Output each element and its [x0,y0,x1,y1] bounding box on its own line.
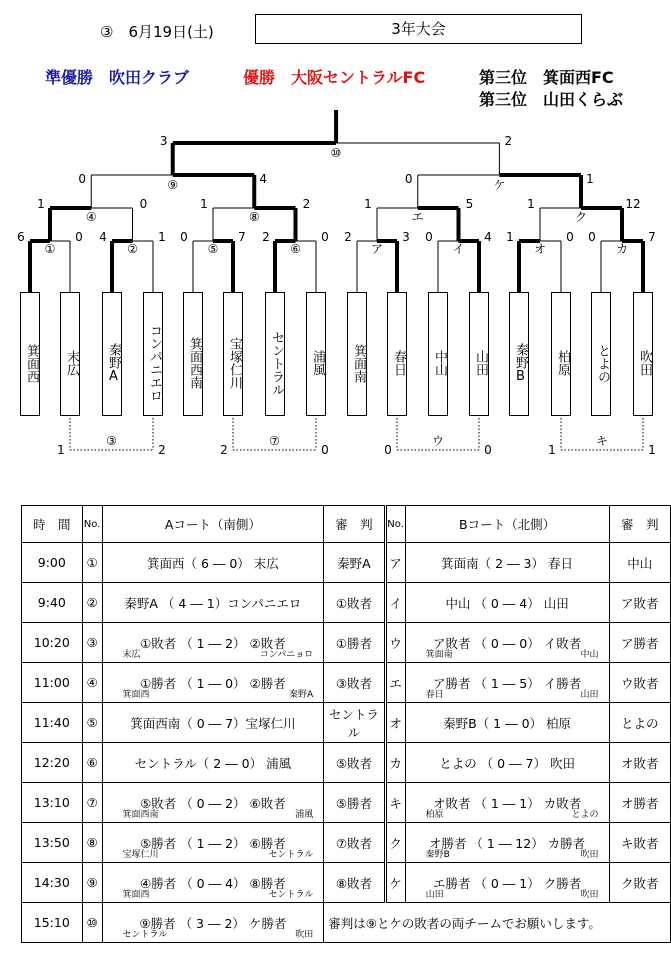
sub-team-right: とよの [571,810,599,820]
team-box [551,292,571,416]
team-name: 浦風 [310,350,325,376]
referee-b: ウ敗者 [621,675,659,691]
sub-team-right: 吹田 [580,890,599,900]
score-left: 0 [425,230,433,244]
match-no: ア [389,555,402,571]
referee-a: ⑧敗者 [335,875,373,891]
match-text: 箕面西（ 6 ― 0） 末広 [146,555,279,571]
sub-team-right: 吹田 [580,850,599,860]
team-box [306,292,326,416]
team-box [428,292,448,416]
score-left: 1 [37,197,45,211]
sub-team-right: セントラル [268,850,314,860]
score-right: 2 [504,134,513,148]
team-name: 吹田 [637,350,652,376]
sub-team-left: セントラル [122,930,168,940]
match-label: エ [411,210,424,224]
match-no: イ [389,595,402,611]
match-text: 箕面南（ 2 ― 3） 春日 [441,555,573,571]
winner-label: 優勝 大阪セントラルFC [243,68,426,87]
team-box [387,292,407,416]
sub-team-right: 浦風 [295,810,314,820]
score-left: 2 [262,230,270,244]
score-right: 4 [259,172,268,186]
match-no: ウ [389,635,402,651]
team-name: 山田 [473,350,488,376]
match-label: ② [127,242,138,256]
sub-team-right: コンパニョロ [259,650,314,660]
match-text: セントラル（ 2 ― 0） 浦風 [134,755,292,771]
team-box [265,292,285,416]
score-left: 0 [78,172,87,186]
schedule-row [22,743,671,783]
score-left: 0 [180,230,188,244]
time-cell: 9:40 [37,595,66,610]
match-text: ア勝者 （ 1 ― 5） イ勝者 [432,675,582,691]
match-label: ⑤ [207,242,219,256]
match-label: ⑧ [248,210,260,224]
match-text: ①勝者 （ 1 ― 0） ②勝者 [140,675,286,691]
score-left: 1 [364,197,372,211]
match-no: ① [86,555,98,570]
sub-team-left: 春日 [425,690,444,700]
match-label: ク [574,210,588,224]
team-box [60,292,80,416]
schedule-row [22,863,671,903]
sub-team-left: 宝塚仁川 [122,850,159,860]
match-no: ク [389,835,402,851]
team-name: 末広 [64,350,79,376]
header-time: 時 間 [22,506,83,543]
match-label: ⑥ [290,242,301,256]
match-no: カ [389,755,402,771]
match-label: ⑩ [330,146,342,160]
third-place-1: 第三位 箕面西FC [479,68,614,87]
team-name: 宝塚仁川 [227,337,242,389]
referee-note: 審判は⑨とケの敗者の両チームでお願いします。 [328,915,601,931]
score-right: 2 [158,443,166,457]
score-left: 2 [220,443,228,457]
schedule-row [22,823,671,863]
team-name: コンパニエロ [147,324,162,402]
match-no: オ [389,715,402,731]
sub-team-left: 箕面西 [122,690,150,700]
sub-team-right: 山田 [580,690,599,700]
event-title: 3年大会 [255,14,582,44]
time-cell: 12:20 [33,755,70,770]
header-no-b: No. [385,506,405,543]
match-no: ⑥ [86,755,98,770]
match-text: 秦野A （ 4 ― 1）コンパニエロ [124,595,302,611]
referee-b: キ敗者 [621,835,659,851]
referee-a: 秦野A [337,555,371,571]
team-box [469,292,489,416]
match-text: オ敗者 （ 1 ― 1） カ敗者 [432,795,582,811]
score-right: 0 [566,230,574,244]
sub-team-left: 箕面西南 [122,810,159,820]
team-name: 秦野B [513,342,528,384]
team-name: 箕面南 [351,343,366,383]
sub-team-right: セントラル [268,890,314,900]
match-no: ケ [389,875,402,891]
referee-a: ⑤勝者 [335,795,373,811]
third-place-2: 第三位 山田くらぶ [479,90,624,109]
sub-team-left: 秦野B [425,850,450,860]
time-cell: 11:40 [33,715,70,730]
schedule-row [22,623,671,663]
sub-team-right: 秦野A [289,690,314,700]
team-name: 柏原 [555,350,570,376]
referee-a: セントラル [328,706,379,740]
team-name: 春日 [391,350,406,376]
schedule-row [22,783,671,823]
time-cell: 13:10 [33,795,70,810]
match-no: ⑧ [86,835,98,850]
match-no: ③ [86,635,98,650]
score-left: 3 [159,134,168,148]
tournament-date: ③ 6月19日(土) [100,23,214,41]
match-text: オ勝者 （ 1 ― 12） カ勝者 [428,835,586,851]
match-no: エ [389,675,402,691]
time-cell: 13:50 [33,835,70,850]
score-right: 4 [484,230,492,244]
score-right: 1 [648,443,656,457]
time-cell: 10:20 [33,635,70,650]
score-right: 3 [402,230,410,244]
team-box [509,292,529,416]
sub-team-left: 末広 [122,650,141,660]
score-left: 0 [588,230,596,244]
team-box [633,292,653,416]
schedule-row [22,583,671,623]
match-text: ア敗者 （ 0 ― 0） イ敗者 [432,635,582,651]
sub-team-right: 中山 [580,650,599,660]
match-text: 中山 （ 0 ― 4） 山田 [445,595,569,611]
team-box [102,292,122,416]
sub-team-left: 箕面西 [122,890,150,900]
team-name: 箕面西南 [187,337,202,389]
score-left: 1 [200,197,208,211]
time-cell: 15:10 [33,915,70,930]
referee-b: 中山 [627,555,653,571]
score-right: 2 [302,197,311,211]
match-text: 秦野B（ 1 ― 0） 柏原 [443,715,572,731]
score-right: 5 [465,197,474,211]
referee-a: ⑦敗者 [335,835,373,851]
referee-a: ①勝者 [335,635,373,651]
score-right: 0 [139,197,148,211]
time-cell: 9:00 [37,555,66,570]
score-left: 1 [57,443,65,457]
referee-b: オ勝者 [621,795,659,811]
match-label: ④ [85,210,97,224]
schedule-table [21,505,671,943]
score-right: 7 [648,230,656,244]
score-left: 0 [404,172,413,186]
match-label: オ [533,242,547,256]
time-cell: 11:00 [33,675,70,690]
header-ref-b: 審 判 [609,506,670,543]
match-no: キ [389,795,402,811]
match-label: ア [370,242,384,256]
score-right: 0 [321,443,329,457]
score-left: 2 [344,230,352,244]
match-label: イ [452,242,465,256]
score-left: 1 [527,197,535,211]
match-label: ウ [431,434,445,448]
match-no: ⑤ [86,715,98,730]
score-right: 0 [484,443,492,457]
team-box [183,292,203,416]
team-box [591,292,611,416]
match-text: ④勝者 （ 0 ― 4） ⑧勝者 [140,875,286,891]
match-text: ①敗者 （ 1 ― 2） ②敗者 [140,635,286,651]
match-label: ⑨ [167,178,179,192]
match-no: ⑦ [86,795,98,810]
schedule-row [22,663,671,703]
match-no: ⑩ [86,915,98,930]
header-court-b: Bコート（北側） [405,506,609,543]
score-left: 6 [17,230,25,244]
match-label: カ [615,242,629,256]
match-text: とよの （ 0 ― 7） 吹田 [439,755,575,771]
referee-b: ク敗者 [621,875,659,891]
sub-team-right: 吹田 [295,930,314,940]
score-left: 0 [384,443,392,457]
match-text: ⑨勝者 （ 3 ― 2） ケ勝者 [139,915,287,931]
sub-team-left: 柏原 [425,810,444,820]
runner-up-label: 準優勝 吹田クラブ [45,68,190,87]
score-right: 1 [158,230,166,244]
match-text: ⑤勝者 （ 1 ― 2） ⑥勝者 [140,835,286,851]
schedule-row [22,703,671,743]
match-no: ⑨ [86,875,98,890]
team-box [143,292,163,416]
referee-b: とよの [621,715,659,731]
header-court-a: Aコート（南側） [102,506,324,543]
match-label: キ [595,434,609,448]
score-left: 4 [99,230,107,244]
team-name: 中山 [432,350,447,376]
match-text: ⑤敗者 （ 0 ― 2） ⑥敗者 [140,795,286,811]
match-label: ケ [493,178,506,192]
team-box [223,292,243,416]
referee-a: ③敗者 [335,675,373,691]
match-text: エ勝者 （ 0 ― 1） ク勝者 [432,875,582,891]
team-name: セントラル [269,330,284,396]
match-label: ① [44,242,56,256]
match-text: 箕面西南（ 0 ― 7）宝塚仁川 [130,715,296,731]
score-right: 0 [75,230,83,244]
score-left: 1 [506,230,514,244]
team-name: とよの [595,343,610,383]
time-cell: 14:30 [33,875,70,890]
match-no: ② [86,595,98,610]
referee-a: ①敗者 [335,595,373,611]
referee-a: ⑤敗者 [335,755,373,771]
sub-team-left: 山田 [425,890,444,900]
match-label: ⑦ [269,434,280,448]
sub-team-left: 箕面南 [425,650,453,660]
score-right: 12 [625,197,641,211]
team-name: 秦野A [106,342,121,384]
score-right: 7 [238,230,246,244]
match-label: ③ [106,434,117,448]
schedule-row [22,543,671,583]
header-no-a: No. [82,506,102,543]
schedule-row [22,903,671,943]
referee-b: ア敗者 [621,595,659,611]
team-box [20,292,40,416]
header-ref-a: 審 判 [324,506,385,543]
score-right: 0 [321,230,329,244]
team-name: 箕面西 [24,343,39,383]
match-no: ④ [86,675,98,690]
score-right: 1 [586,172,594,186]
team-box [347,292,367,416]
referee-b: ア勝者 [621,635,659,651]
referee-b: オ敗者 [621,755,659,771]
score-left: 1 [548,443,556,457]
